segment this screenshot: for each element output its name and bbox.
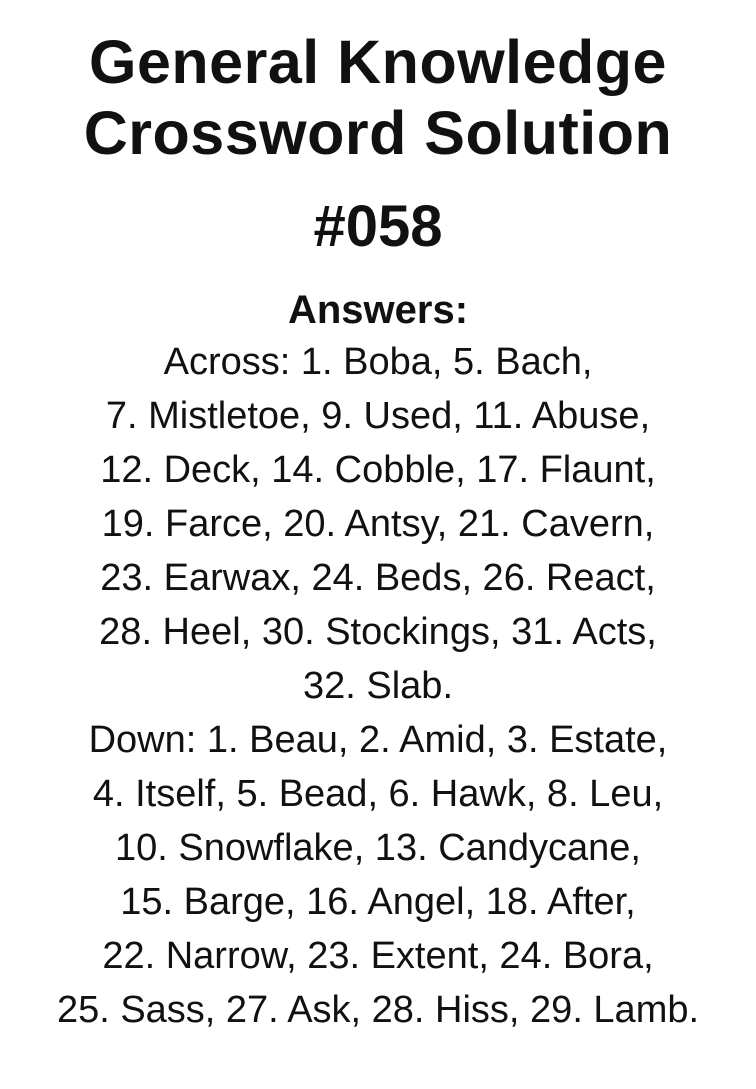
down-line: 15. Barge, 16. Angel, 18. After, xyxy=(120,881,636,923)
across-line: 28. Heel, 30. Stockings, 31. Acts, xyxy=(99,611,657,653)
title-line-2: Crossword Solution xyxy=(83,99,673,167)
across-line: 32. Slab. xyxy=(303,665,453,707)
down-line: 22. Narrow, 23. Extent, 24. Bora, xyxy=(102,935,654,977)
puzzle-number: #058 xyxy=(313,194,443,259)
title-line-1: General Knowledge xyxy=(89,28,667,96)
page-title xyxy=(0,27,756,169)
across-line: 23. Earwax, 24. Beds, 26. React, xyxy=(100,557,656,599)
answers-heading: Answers: xyxy=(287,288,469,332)
across-line: Across: 1. Boba, 5. Bach, xyxy=(163,341,593,383)
down-line: 25. Sass, 27. Ask, 28. Hiss, 29. Lamb. xyxy=(56,989,700,1031)
across-line: 7. Mistletoe, 9. Used, 11. Abuse, xyxy=(105,395,651,437)
across-line: 12. Deck, 14. Cobble, 17. Flaunt, xyxy=(100,449,656,491)
down-line: 4. Itself, 5. Bead, 6. Hawk, 8. Leu, xyxy=(92,773,664,815)
down-line: Down: 1. Beau, 2. Amid, 3. Estate, xyxy=(88,719,668,761)
across-line: 19. Farce, 20. Antsy, 21. Cavern, xyxy=(101,503,655,545)
page xyxy=(0,27,756,1037)
down-line: 10. Snowflake, 13. Candycane, xyxy=(114,827,641,869)
down-answers xyxy=(0,713,756,1037)
across-answers xyxy=(0,335,756,713)
